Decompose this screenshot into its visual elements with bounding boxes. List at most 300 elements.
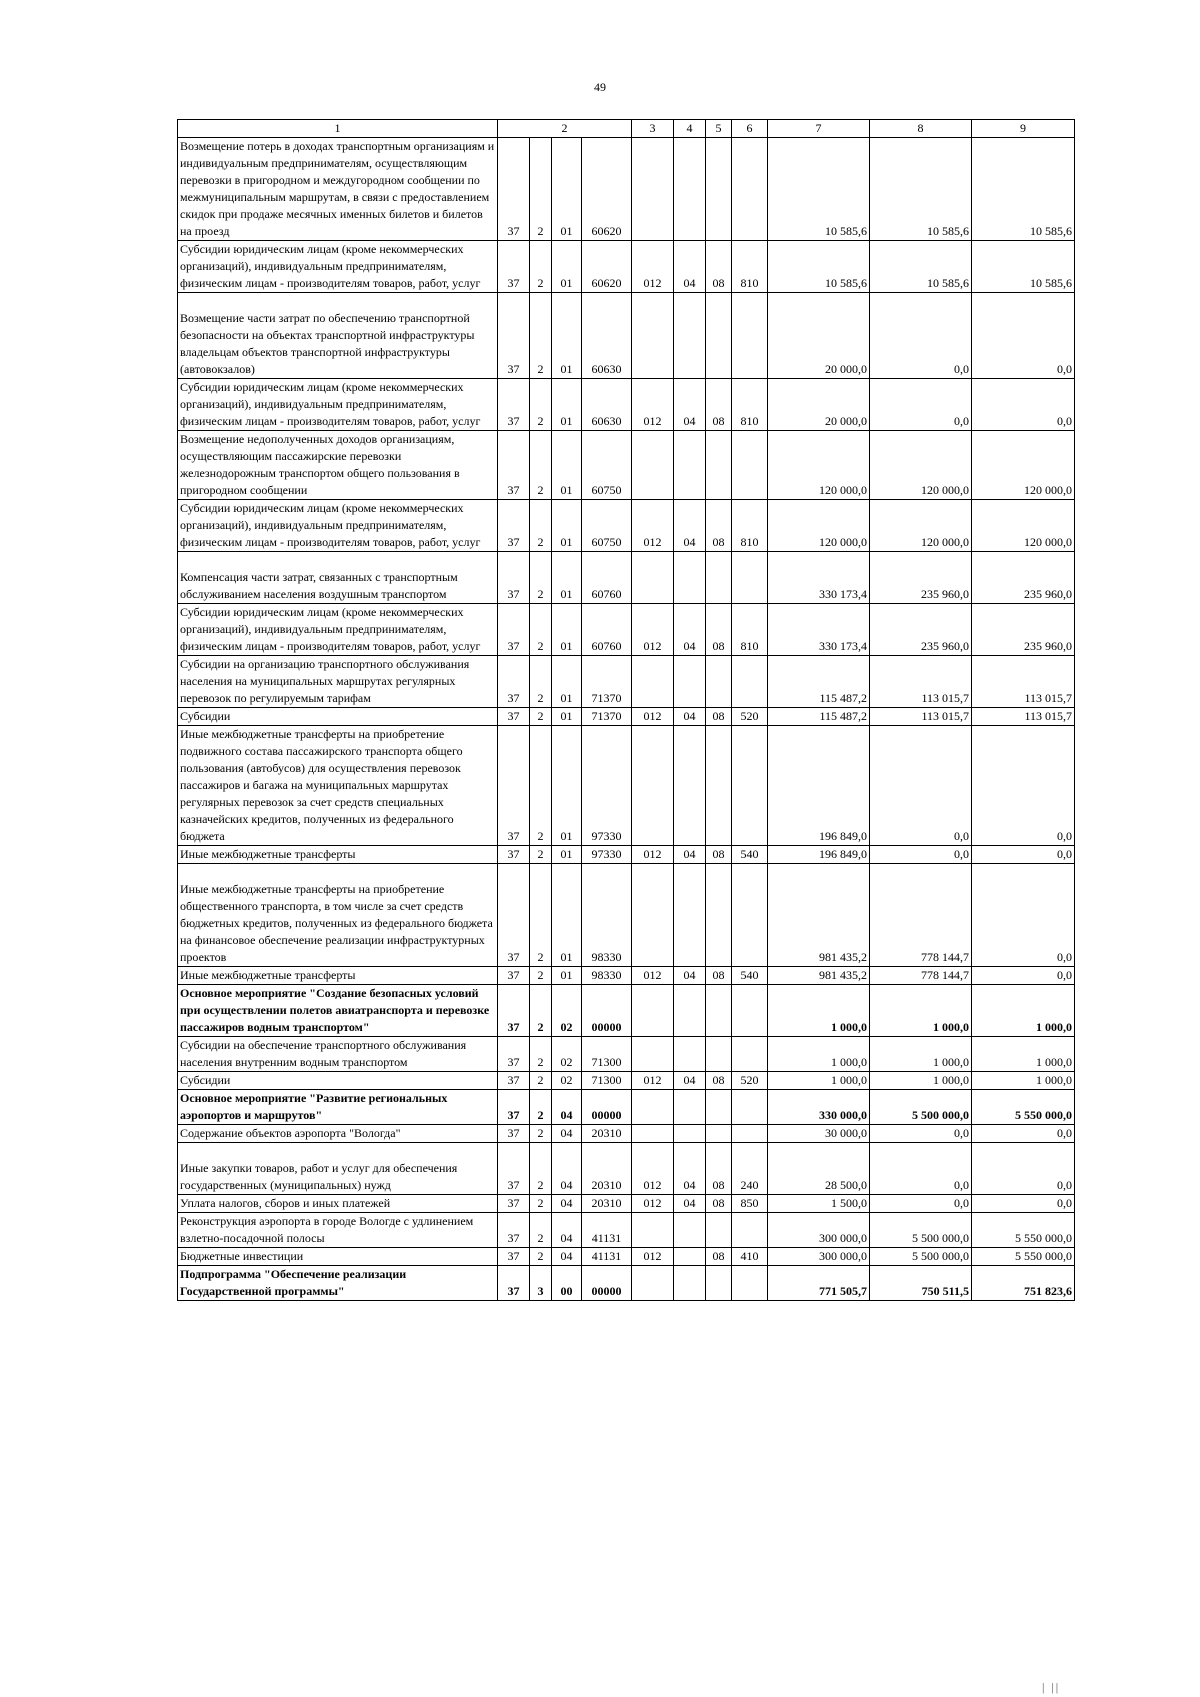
row-value-cell: [732, 985, 768, 1037]
row-value-cell: 1 000,0: [870, 985, 972, 1037]
row-value-cell: [632, 138, 674, 241]
row-value-cell: 115 487,2: [768, 656, 870, 708]
row-value-cell: 04: [674, 379, 706, 431]
row-value-cell: 37: [498, 604, 530, 656]
row-value-cell: 012: [632, 1248, 674, 1266]
row-value-cell: 20310: [582, 1195, 632, 1213]
row-value-cell: 04: [674, 241, 706, 293]
row-value-cell: 1 000,0: [972, 1072, 1075, 1090]
row-value-cell: 08: [706, 604, 732, 656]
row-value-cell: 37: [498, 708, 530, 726]
row-value-cell: 37: [498, 1037, 530, 1072]
row-value-cell: 20310: [582, 1125, 632, 1143]
row-value-cell: 196 849,0: [768, 846, 870, 864]
row-value-cell: 115 487,2: [768, 708, 870, 726]
row-value-cell: 0,0: [972, 726, 1075, 846]
row-value-cell: 60630: [582, 293, 632, 379]
row-value-cell: 981 435,2: [768, 864, 870, 967]
row-value-cell: 37: [498, 726, 530, 846]
row-value-cell: 37: [498, 1125, 530, 1143]
row-value-cell: [732, 1266, 768, 1301]
row-value-cell: 08: [706, 500, 732, 552]
table-row: [178, 379, 1075, 431]
row-value-cell: 196 849,0: [768, 726, 870, 846]
row-value-cell: [732, 293, 768, 379]
row-value-cell: 012: [632, 846, 674, 864]
row-value-cell: 37: [498, 241, 530, 293]
row-name-cell: Основное мероприятие "Развитие региональных аэропортов и маршрутов": [178, 1090, 498, 1125]
row-value-cell: 2: [530, 864, 552, 967]
row-name-cell: Субсидии на организацию транспортного обслуживания населения на муниципальных маршрутах регулярных перевозок по регулируемым тарифам: [178, 656, 498, 708]
row-value-cell: 04: [674, 846, 706, 864]
row-value-cell: [632, 864, 674, 967]
row-value-cell: 810: [732, 379, 768, 431]
row-value-cell: 37: [498, 552, 530, 604]
row-name-cell: Компенсация части затрат, связанных с транспортным обслуживанием населения воздушным транспортом: [178, 552, 498, 604]
table-row: [178, 604, 1075, 656]
row-value-cell: 0,0: [972, 1125, 1075, 1143]
row-value-cell: [674, 726, 706, 846]
row-value-cell: 810: [732, 604, 768, 656]
table-row: [178, 1037, 1075, 1072]
row-value-cell: 60760: [582, 604, 632, 656]
row-value-cell: 04: [674, 1195, 706, 1213]
row-value-cell: [674, 1037, 706, 1072]
row-value-cell: 240: [732, 1143, 768, 1195]
row-value-cell: 37: [498, 293, 530, 379]
row-value-cell: [674, 552, 706, 604]
row-value-cell: 2: [530, 293, 552, 379]
row-value-cell: 120 000,0: [768, 500, 870, 552]
row-value-cell: 0,0: [870, 1143, 972, 1195]
row-value-cell: 20310: [582, 1143, 632, 1195]
row-name-cell: Возмещение части затрат по обеспечению транспортной безопасности на объектах транспортной инфраструктуры владельцам объектов транспортной инфраструктуры (автовокзалов): [178, 293, 498, 379]
row-value-cell: 37: [498, 1195, 530, 1213]
row-value-cell: 0,0: [870, 1125, 972, 1143]
row-value-cell: 97330: [582, 726, 632, 846]
row-value-cell: 37: [498, 967, 530, 985]
row-value-cell: 120 000,0: [870, 500, 972, 552]
row-value-cell: 2: [530, 604, 552, 656]
row-value-cell: 0,0: [972, 1195, 1075, 1213]
row-value-cell: 04: [552, 1248, 582, 1266]
row-value-cell: 113 015,7: [870, 656, 972, 708]
table-row: [178, 1213, 1075, 1248]
row-value-cell: 2: [530, 846, 552, 864]
row-value-cell: [632, 985, 674, 1037]
row-value-cell: 08: [706, 967, 732, 985]
row-value-cell: 330 173,4: [768, 604, 870, 656]
row-value-cell: 01: [552, 864, 582, 967]
row-value-cell: 08: [706, 846, 732, 864]
row-value-cell: [706, 293, 732, 379]
row-value-cell: 37: [498, 864, 530, 967]
row-value-cell: [706, 1125, 732, 1143]
row-value-cell: 08: [706, 1143, 732, 1195]
row-value-cell: 08: [706, 708, 732, 726]
row-value-cell: 00: [552, 1266, 582, 1301]
row-value-cell: 120 000,0: [972, 500, 1075, 552]
table-row: [178, 967, 1075, 985]
row-value-cell: 01: [552, 552, 582, 604]
row-value-cell: 113 015,7: [870, 708, 972, 726]
row-value-cell: [674, 138, 706, 241]
row-value-cell: 2: [530, 985, 552, 1037]
header-cell: 9: [972, 120, 1075, 138]
row-value-cell: [706, 1090, 732, 1125]
row-name-cell: Субсидии юридическим лицам (кроме некоммерческих организаций), индивидуальным предпринимателям, физическим лицам - производителям товаров, работ, услуг: [178, 500, 498, 552]
row-value-cell: 2: [530, 431, 552, 500]
row-value-cell: 37: [498, 1143, 530, 1195]
header-cell: 1: [178, 120, 498, 138]
table-row: [178, 864, 1075, 967]
row-name-cell: Субсидии юридическим лицам (кроме некоммерческих организаций), индивидуальным предпринимателям, физическим лицам - производителям товаров, работ, услуг: [178, 241, 498, 293]
row-value-cell: 113 015,7: [972, 656, 1075, 708]
row-value-cell: 60750: [582, 431, 632, 500]
row-value-cell: 71300: [582, 1072, 632, 1090]
row-value-cell: 08: [706, 241, 732, 293]
row-value-cell: 04: [552, 1143, 582, 1195]
row-value-cell: 01: [552, 708, 582, 726]
row-value-cell: 1 000,0: [768, 1037, 870, 1072]
table-row: [178, 985, 1075, 1037]
row-value-cell: 2: [530, 500, 552, 552]
row-value-cell: 60750: [582, 500, 632, 552]
row-value-cell: 97330: [582, 846, 632, 864]
row-name-cell: Реконструкция аэропорта в городе Вологде с удлинением взлетно-посадочной полосы: [178, 1213, 498, 1248]
row-value-cell: 28 500,0: [768, 1143, 870, 1195]
row-value-cell: 2: [530, 1248, 552, 1266]
row-value-cell: 0,0: [870, 293, 972, 379]
row-value-cell: 012: [632, 1143, 674, 1195]
row-value-cell: 2: [530, 1037, 552, 1072]
row-name-cell: Уплата налогов, сборов и иных платежей: [178, 1195, 498, 1213]
table-row: [178, 138, 1075, 241]
row-value-cell: 0,0: [972, 967, 1075, 985]
row-value-cell: 08: [706, 379, 732, 431]
row-value-cell: 0,0: [972, 864, 1075, 967]
row-value-cell: [706, 726, 732, 846]
table-row: [178, 241, 1075, 293]
row-value-cell: 5 500 000,0: [870, 1213, 972, 1248]
row-value-cell: 10 585,6: [870, 138, 972, 241]
row-value-cell: 1 500,0: [768, 1195, 870, 1213]
row-value-cell: 850: [732, 1195, 768, 1213]
row-value-cell: 2: [530, 1090, 552, 1125]
row-value-cell: 01: [552, 138, 582, 241]
row-value-cell: 012: [632, 708, 674, 726]
row-value-cell: 04: [552, 1213, 582, 1248]
row-value-cell: 2: [530, 1143, 552, 1195]
table-row: [178, 1072, 1075, 1090]
table-row: [178, 1125, 1075, 1143]
row-value-cell: 0,0: [870, 1195, 972, 1213]
row-value-cell: 1 000,0: [870, 1072, 972, 1090]
row-value-cell: [674, 864, 706, 967]
row-value-cell: [632, 726, 674, 846]
table-row: [178, 1266, 1075, 1301]
row-value-cell: 04: [552, 1125, 582, 1143]
row-value-cell: 981 435,2: [768, 967, 870, 985]
row-value-cell: 2: [530, 379, 552, 431]
table-row: [178, 1195, 1075, 1213]
row-value-cell: 2: [530, 241, 552, 293]
row-value-cell: 1 000,0: [768, 985, 870, 1037]
row-name-cell: Иные межбюджетные трансферты на приобретение подвижного состава пассажирского транспорта общего пользования (автобусов) для осуществления перевозок пассажиров и багажа на муниципальных маршрутах регулярных перевозок за счет средств специальных казначейских кредитов, полученных из федерального бюджета: [178, 726, 498, 846]
row-value-cell: 120 000,0: [768, 431, 870, 500]
row-value-cell: [674, 656, 706, 708]
row-value-cell: [632, 552, 674, 604]
row-value-cell: 2: [530, 1213, 552, 1248]
row-value-cell: 04: [674, 1143, 706, 1195]
row-value-cell: 120 000,0: [870, 431, 972, 500]
row-value-cell: 01: [552, 379, 582, 431]
row-value-cell: 41131: [582, 1213, 632, 1248]
row-value-cell: 01: [552, 500, 582, 552]
row-value-cell: 1 000,0: [870, 1037, 972, 1072]
row-value-cell: [732, 1213, 768, 1248]
header-cell: 4: [674, 120, 706, 138]
row-value-cell: 10 585,6: [768, 241, 870, 293]
row-name-cell: Иные закупки товаров, работ и услуг для обеспечения государственных (муниципальных) нужд: [178, 1143, 498, 1195]
row-value-cell: 10 585,6: [972, 241, 1075, 293]
row-value-cell: [732, 138, 768, 241]
row-value-cell: 410: [732, 1248, 768, 1266]
budget-table: [177, 119, 1075, 1301]
header-cell: 5: [706, 120, 732, 138]
table-row: [178, 656, 1075, 708]
row-value-cell: 04: [674, 500, 706, 552]
row-value-cell: 5 550 000,0: [972, 1090, 1075, 1125]
row-value-cell: 1 000,0: [972, 1037, 1075, 1072]
row-value-cell: 751 823,6: [972, 1266, 1075, 1301]
row-value-cell: 2: [530, 138, 552, 241]
row-value-cell: 0,0: [972, 1143, 1075, 1195]
row-value-cell: [632, 1125, 674, 1143]
row-value-cell: 0,0: [972, 379, 1075, 431]
row-value-cell: 5 500 000,0: [870, 1090, 972, 1125]
header-cell: 3: [632, 120, 674, 138]
row-value-cell: 37: [498, 500, 530, 552]
row-value-cell: 012: [632, 379, 674, 431]
row-value-cell: 10 585,6: [870, 241, 972, 293]
row-name-cell: Содержание объектов аэропорта "Вологда": [178, 1125, 498, 1143]
row-value-cell: [706, 656, 732, 708]
row-value-cell: [732, 1090, 768, 1125]
row-value-cell: [732, 726, 768, 846]
row-value-cell: 10 585,6: [768, 138, 870, 241]
row-value-cell: 01: [552, 656, 582, 708]
row-value-cell: 810: [732, 241, 768, 293]
row-value-cell: 0,0: [870, 726, 972, 846]
row-value-cell: 20 000,0: [768, 293, 870, 379]
row-value-cell: 04: [674, 708, 706, 726]
row-value-cell: 300 000,0: [768, 1213, 870, 1248]
row-value-cell: 520: [732, 1072, 768, 1090]
row-value-cell: [732, 431, 768, 500]
row-value-cell: 330 173,4: [768, 552, 870, 604]
row-value-cell: [732, 552, 768, 604]
row-value-cell: [732, 1037, 768, 1072]
row-value-cell: 37: [498, 431, 530, 500]
row-value-cell: 08: [706, 1072, 732, 1090]
table-row: [178, 552, 1075, 604]
table-row: [178, 431, 1075, 500]
row-value-cell: 60620: [582, 241, 632, 293]
row-value-cell: 01: [552, 846, 582, 864]
row-value-cell: 778 144,7: [870, 967, 972, 985]
row-value-cell: 37: [498, 138, 530, 241]
row-name-cell: Субсидии на обеспечение транспортного обслуживания населения внутренним водным транспортом: [178, 1037, 498, 1072]
row-value-cell: 01: [552, 431, 582, 500]
row-value-cell: 3: [530, 1266, 552, 1301]
table-row: [178, 293, 1075, 379]
row-value-cell: 5 500 000,0: [870, 1248, 972, 1266]
row-value-cell: 20 000,0: [768, 379, 870, 431]
row-value-cell: [674, 431, 706, 500]
row-value-cell: 0,0: [972, 846, 1075, 864]
row-value-cell: 540: [732, 967, 768, 985]
row-value-cell: 235 960,0: [870, 604, 972, 656]
row-name-cell: Основное мероприятие "Создание безопасных условий при осуществлении полетов авиатранспорта и перевозке пассажиров водным транспортом": [178, 985, 498, 1037]
row-value-cell: 37: [498, 846, 530, 864]
row-value-cell: [732, 1125, 768, 1143]
row-value-cell: 04: [552, 1090, 582, 1125]
row-value-cell: 2: [530, 708, 552, 726]
row-value-cell: 0,0: [870, 379, 972, 431]
row-name-cell: Подпрограмма "Обеспечение реализации Государственной программы": [178, 1266, 498, 1301]
row-value-cell: [732, 864, 768, 967]
row-name-cell: Субсидии юридическим лицам (кроме некоммерческих организаций), индивидуальным предпринимателям, физическим лицам - производителям товаров, работ, услуг: [178, 604, 498, 656]
row-value-cell: 235 960,0: [870, 552, 972, 604]
row-value-cell: [706, 1266, 732, 1301]
row-value-cell: 08: [706, 1248, 732, 1266]
row-name-cell: Иные межбюджетные трансферты: [178, 846, 498, 864]
table-body: [178, 138, 1075, 1301]
row-value-cell: [706, 864, 732, 967]
row-value-cell: 120 000,0: [972, 431, 1075, 500]
row-value-cell: 37: [498, 656, 530, 708]
row-value-cell: 71370: [582, 656, 632, 708]
table-row: [178, 1143, 1075, 1195]
row-value-cell: 04: [674, 604, 706, 656]
row-value-cell: 60760: [582, 552, 632, 604]
row-value-cell: 02: [552, 985, 582, 1037]
row-value-cell: 778 144,7: [870, 864, 972, 967]
table-row: [178, 1248, 1075, 1266]
row-value-cell: [674, 1090, 706, 1125]
row-value-cell: 10 585,6: [972, 138, 1075, 241]
row-value-cell: [632, 431, 674, 500]
row-value-cell: 71370: [582, 708, 632, 726]
page-number: 49: [594, 80, 606, 94]
row-value-cell: 00000: [582, 985, 632, 1037]
row-value-cell: 012: [632, 500, 674, 552]
row-value-cell: 300 000,0: [768, 1248, 870, 1266]
header-cell: 7: [768, 120, 870, 138]
row-value-cell: 330 000,0: [768, 1090, 870, 1125]
row-value-cell: 02: [552, 1072, 582, 1090]
row-value-cell: [632, 1266, 674, 1301]
row-value-cell: 012: [632, 1195, 674, 1213]
row-value-cell: [706, 1213, 732, 1248]
row-value-cell: [674, 1213, 706, 1248]
row-value-cell: [674, 1125, 706, 1143]
header-row: [178, 120, 1075, 138]
row-value-cell: [674, 985, 706, 1037]
row-value-cell: 2: [530, 726, 552, 846]
row-value-cell: 71300: [582, 1037, 632, 1072]
row-name-cell: Субсидии: [178, 1072, 498, 1090]
row-name-cell: Иные межбюджетные трансферты на приобретение общественного транспорта, в том числе за счет средств бюджетных кредитов, полученных из федерального бюджета на финансовое обеспечение реализации инфраструктурных проектов: [178, 864, 498, 967]
row-value-cell: 012: [632, 241, 674, 293]
row-value-cell: 750 511,5: [870, 1266, 972, 1301]
row-value-cell: 30 000,0: [768, 1125, 870, 1143]
row-value-cell: 04: [552, 1195, 582, 1213]
row-value-cell: [706, 138, 732, 241]
row-value-cell: [674, 293, 706, 379]
row-name-cell: Возмещение потерь в доходах транспортным организациям и индивидуальным предпринимателям, осуществляющим перевозки в пригородном и междугородном сообщении по межмуниципальным маршрутам, в связи с предоставлением скидок при продаже месячных именных билетов и билетов на проезд: [178, 138, 498, 241]
row-value-cell: [706, 1037, 732, 1072]
row-value-cell: 012: [632, 1072, 674, 1090]
row-value-cell: 01: [552, 241, 582, 293]
row-value-cell: 37: [498, 1090, 530, 1125]
row-value-cell: 37: [498, 1248, 530, 1266]
row-value-cell: [706, 985, 732, 1037]
row-value-cell: [674, 1266, 706, 1301]
row-value-cell: 2: [530, 1195, 552, 1213]
row-value-cell: [732, 656, 768, 708]
row-value-cell: 810: [732, 500, 768, 552]
row-value-cell: 01: [552, 726, 582, 846]
row-value-cell: 540: [732, 846, 768, 864]
row-value-cell: 98330: [582, 967, 632, 985]
row-value-cell: [632, 656, 674, 708]
row-name-cell: Иные межбюджетные трансферты: [178, 967, 498, 985]
row-value-cell: 2: [530, 967, 552, 985]
row-value-cell: 37: [498, 1072, 530, 1090]
row-value-cell: 01: [552, 293, 582, 379]
row-value-cell: 02: [552, 1037, 582, 1072]
row-value-cell: [632, 1037, 674, 1072]
table-row: [178, 708, 1075, 726]
header-cell: 6: [732, 120, 768, 138]
row-value-cell: [632, 293, 674, 379]
row-value-cell: [632, 1213, 674, 1248]
row-value-cell: 41131: [582, 1248, 632, 1266]
row-value-cell: 00000: [582, 1266, 632, 1301]
row-value-cell: 5 550 000,0: [972, 1248, 1075, 1266]
row-value-cell: 1 000,0: [972, 985, 1075, 1037]
row-value-cell: [674, 1248, 706, 1266]
row-value-cell: 113 015,7: [972, 708, 1075, 726]
row-name-cell: Субсидии юридическим лицам (кроме некоммерческих организаций), индивидуальным предпринимателям, физическим лицам - производителям товаров, работ, услуг: [178, 379, 498, 431]
row-value-cell: 2: [530, 1125, 552, 1143]
row-name-cell: Возмещение недополученных доходов организациям, осуществляющим пассажирские перевозки железнодорожным транспортом общего пользования в пригородном сообщении: [178, 431, 498, 500]
row-value-cell: 1 000,0: [768, 1072, 870, 1090]
table-row: [178, 500, 1075, 552]
row-name-cell: Бюджетные инвестиции: [178, 1248, 498, 1266]
row-value-cell: [632, 1090, 674, 1125]
row-value-cell: 235 960,0: [972, 604, 1075, 656]
row-value-cell: 235 960,0: [972, 552, 1075, 604]
row-value-cell: 00000: [582, 1090, 632, 1125]
table-row: [178, 846, 1075, 864]
row-value-cell: [706, 552, 732, 604]
row-value-cell: 2: [530, 656, 552, 708]
row-value-cell: 012: [632, 967, 674, 985]
header-cell: 2: [498, 120, 632, 138]
